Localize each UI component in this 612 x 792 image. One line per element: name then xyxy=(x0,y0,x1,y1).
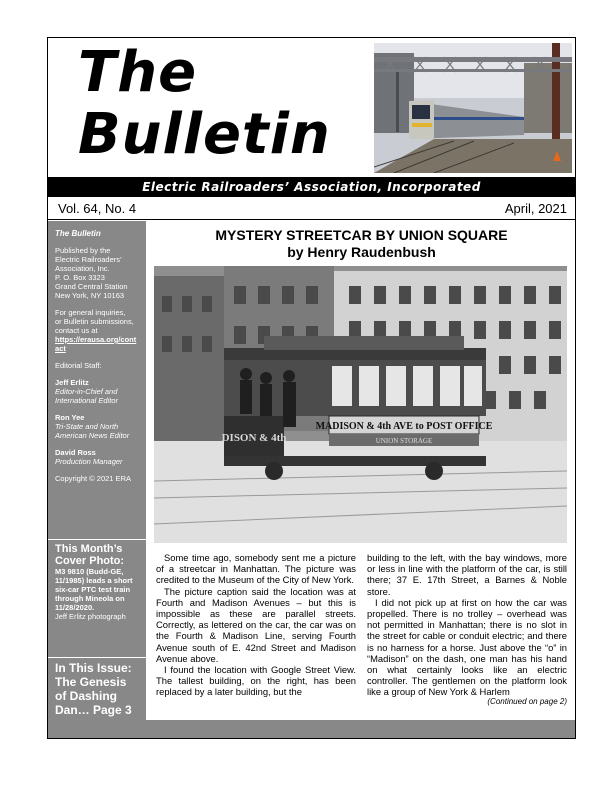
cover-photo xyxy=(374,43,572,173)
in-this-issue xyxy=(48,661,146,717)
article-paragraph: I did not pick up at first on how the car was propelled. There is no trolley – overhead was not permitted in Manhattan; there is no slot in the street for cable or conduit electric; and there is no harness for a horse. Just above the “o” in “Madison” on the dash, one man has his hand on what certainly looks like an electric controller. The gentlemen on the platform look like a group of New York & Harlem xyxy=(367,596,567,698)
footer-bar xyxy=(48,720,575,738)
inquiries-line: or Bulletin submissions, xyxy=(55,317,134,326)
continued-note: (Continued on page 2) xyxy=(487,697,567,706)
masthead-title-line2: Bulletin xyxy=(78,102,331,167)
article-column-2 xyxy=(367,552,567,698)
inquiries-line: For general inquiries, xyxy=(55,308,126,317)
newsletter-page xyxy=(47,37,576,739)
publisher-line: Published by the xyxy=(55,246,111,255)
cover-caption-text: M3 9810 (Budd-GE, 11/1985) leads a short six-car PTC test train through Mineola on 11/28/2020. xyxy=(55,567,133,612)
staff-role: Tri-State and North American News Editor xyxy=(55,422,130,440)
cover-photo-caption xyxy=(48,543,146,621)
streetcar-photo xyxy=(154,266,567,543)
sidebar-divider xyxy=(48,539,146,540)
publisher-line: Electric Railroaders’ xyxy=(55,255,122,264)
masthead-title xyxy=(78,42,331,166)
sidebar xyxy=(48,221,146,720)
volume-number: Vol. 64, No. 4 xyxy=(58,201,137,216)
streetcar-lower-sign: UNION STORAGE xyxy=(375,437,433,445)
article-title: MYSTERY STREETCAR BY UNION SQUARE xyxy=(215,227,508,243)
cover-caption-heading: This Month’s Cover Photo: xyxy=(55,543,125,567)
article-paragraph: building to the left, with the bay windows, more or less in line with the platform of the car, is still there; 37 E. 17th Street, a Barnes & Noble store. xyxy=(367,552,567,597)
association-banner: Electric Railroaders’ Association, Incorporated xyxy=(48,177,575,197)
sidebar-info xyxy=(48,229,146,483)
article-paragraph: I found the location with Google Street View. The tallest building, on the right, has been replaced by a later building, but the xyxy=(156,664,356,698)
article-column-1 xyxy=(156,552,356,698)
staff-name: David Ross xyxy=(55,448,96,457)
staff-role: Production Manager xyxy=(55,457,123,466)
copyright: Copyright © 2021 ERA xyxy=(55,474,131,483)
publisher-line: Grand Central Station xyxy=(55,282,128,291)
main-article xyxy=(148,221,575,720)
staff-label: Editorial Staff: xyxy=(55,361,102,370)
article-paragraph: The picture caption said the location was at Fourth and Madison Avenues – but this is impossible as these are parallel streets. Correctly, as lettered on the car, the car was on the Fourth & Madison Line, serving Fourth Avenue south of E. 42nd Street and Madison Avenue above. xyxy=(156,585,356,664)
publisher-line: New York, NY 10163 xyxy=(55,291,125,300)
inquiries-line: contact us at xyxy=(55,326,98,335)
issue-info-row xyxy=(48,199,575,220)
streetcar-dash-sign: DISON & 4th xyxy=(221,432,287,444)
staff-name: Ron Yee xyxy=(55,413,85,422)
cover-caption-credit: Jeff Erlitz photograph xyxy=(55,612,126,621)
article-heading xyxy=(148,227,575,261)
streetcar-side-sign: MADISON & 4th AVE to POST OFFICE xyxy=(315,421,493,432)
masthead-title-line1: The xyxy=(78,40,198,105)
article-byline: by Henry Raudenbush xyxy=(287,244,436,260)
staff-role: Editor-in-Chief and International Editor xyxy=(55,387,118,405)
article-paragraph: Some time ago, somebody sent me a picture of a streetcar in Manhattan. The picture was credited to the Museum of the City of New York. xyxy=(156,552,356,586)
in-issue-heading: In This Issue: xyxy=(55,661,132,675)
staff-name: Jeff Erlitz xyxy=(55,378,89,387)
sidebar-divider xyxy=(48,657,146,658)
sidebar-heading: The Bulletin xyxy=(55,229,101,238)
contact-link[interactable]: https://erausa.org/contact xyxy=(55,335,137,353)
issue-date: April, 2021 xyxy=(504,201,567,216)
publisher-line: Association, Inc. xyxy=(55,264,110,273)
in-issue-item[interactable]: The Genesis of Dashing Dan… Page 3 xyxy=(55,675,132,717)
publisher-line: P. O. Box 3323 xyxy=(55,273,105,282)
